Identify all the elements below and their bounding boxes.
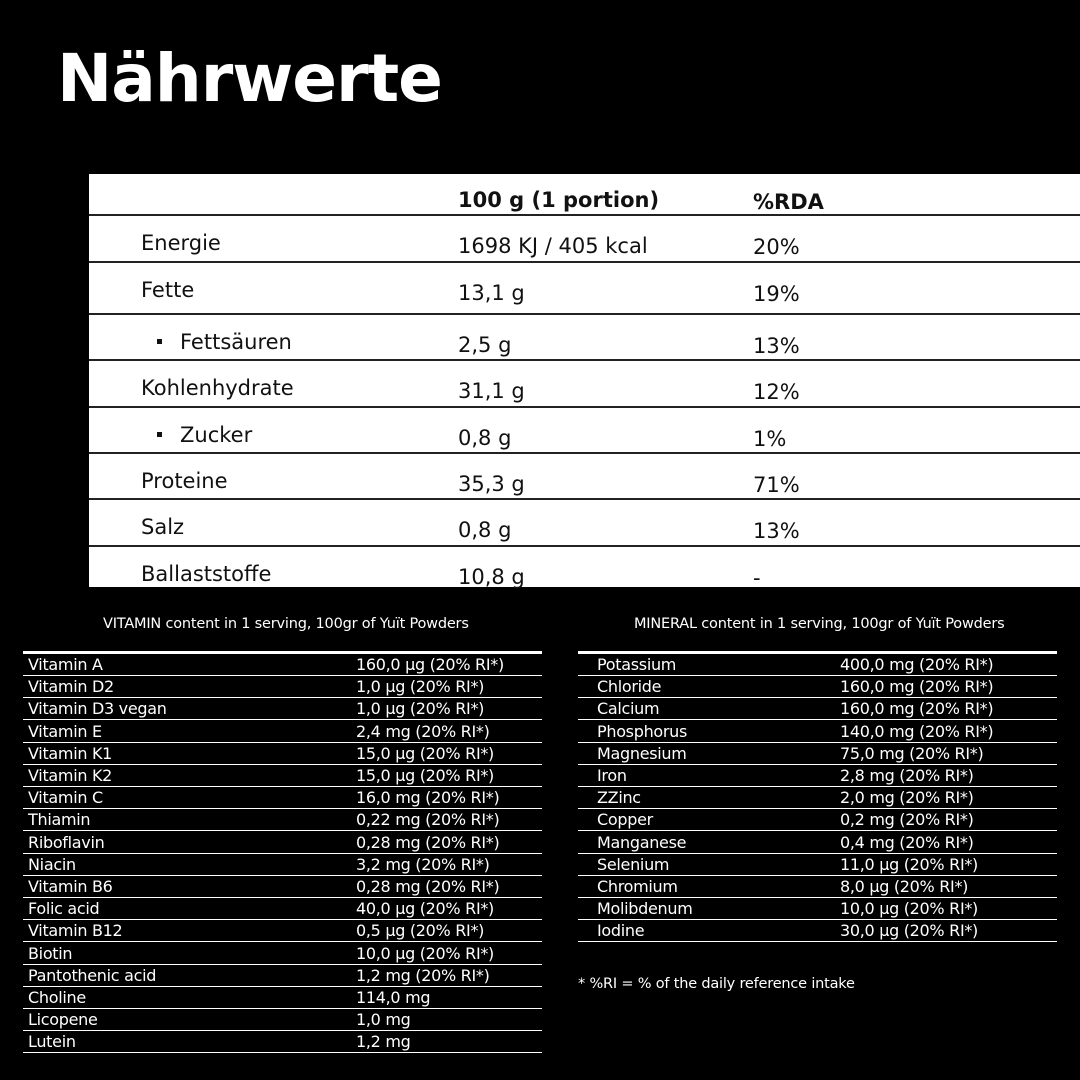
row-name: Riboflavin: [28, 832, 105, 852]
row-value: 15,0 µg (20% RI*): [356, 743, 495, 763]
nutrition-row: [89, 408, 1080, 454]
table-row: [578, 765, 1057, 787]
nutrition-row: [89, 315, 1080, 361]
row-name: Potassium: [597, 655, 677, 674]
table-row: [23, 721, 542, 743]
table-row: [23, 854, 542, 876]
nutrient-rda: 1%: [753, 427, 787, 451]
row-name: Iodine: [597, 921, 645, 941]
row-name: Niacin: [28, 854, 76, 874]
table-row: [23, 920, 542, 942]
nutrition-row: [89, 216, 1080, 263]
nutrient-label-text: Zucker: [180, 423, 253, 447]
row-name: Vitamin C: [28, 788, 103, 808]
row-value: 140,0 mg (20% RI*): [840, 721, 994, 741]
row-name: Chromium: [597, 877, 678, 896]
vitamin-caption: VITAMIN content in 1 serving, 100gr of Yuït Powders: [103, 616, 469, 632]
table-row: [578, 876, 1057, 898]
row-value: 2,4 mg (20% RI*): [356, 721, 490, 741]
table-row: [578, 854, 1057, 876]
table-row: [23, 765, 542, 787]
table-row: [23, 832, 542, 854]
nutrient-rda: -: [753, 566, 761, 590]
table-row: [23, 1031, 542, 1053]
table-row: [578, 721, 1057, 743]
row-name: Selenium: [597, 854, 670, 874]
row-name: Copper: [597, 810, 653, 830]
row-value: 160,0 mg (20% RI*): [840, 699, 994, 719]
row-value: 10,0 µg (20% RI*): [840, 899, 979, 919]
nutrient-label: [141, 517, 184, 538]
row-value: 160,0 mg (20% RI*): [840, 677, 994, 697]
row-name: Chloride: [597, 677, 662, 697]
row-name: Pantothenic acid: [28, 965, 157, 985]
row-value: 2,8 mg (20% RI*): [840, 766, 974, 785]
row-name: ZZinc: [597, 788, 641, 808]
nutrition-table: [89, 174, 1080, 590]
table-row: [23, 876, 542, 898]
nutrient-label: [141, 378, 294, 399]
row-value: 40,0 µg (20% RI*): [356, 899, 495, 919]
row-value: 0,22 mg (20% RI*): [356, 810, 500, 830]
row-name: Choline: [28, 988, 86, 1007]
nutrient-amount: 0,8 g: [458, 518, 512, 542]
row-value: 10,0 µg (20% RI*): [356, 943, 495, 963]
nutrient-label-text: Ballaststoffe: [141, 562, 272, 586]
row-value: 3,2 mg (20% RI*): [356, 854, 490, 874]
nutrient-amount: 35,3 g: [458, 472, 525, 496]
nutrient-rda: 12%: [753, 380, 800, 404]
table-row: [578, 898, 1057, 920]
table-row: [23, 898, 542, 920]
row-value: 1,0 µg (20% RI*): [356, 699, 485, 719]
table-row: [578, 787, 1057, 809]
row-name: Iron: [597, 766, 627, 785]
row-name: Phosphorus: [597, 721, 688, 741]
nutrient-label-text: Energie: [141, 231, 221, 255]
nutrient-rda: 19%: [753, 282, 800, 306]
row-value: 114,0 mg: [356, 988, 431, 1007]
nutrition-header-row: [89, 174, 1080, 216]
table-row: [578, 743, 1057, 765]
nutrient-rda: 13%: [753, 334, 800, 358]
table-row: [23, 965, 542, 987]
nutrition-row: [89, 361, 1080, 408]
table-row: [578, 809, 1057, 831]
row-value: 1,2 mg (20% RI*): [356, 965, 490, 985]
table-row: [23, 676, 542, 698]
row-value: 0,28 mg (20% RI*): [356, 832, 500, 852]
row-name: Calcium: [597, 699, 660, 719]
row-name: Vitamin E: [28, 721, 102, 741]
row-value: 1,2 mg: [356, 1032, 411, 1052]
amount-header: 100 g (1 portion): [458, 188, 660, 212]
nutrient-rda: 13%: [753, 519, 800, 543]
table-row: [23, 743, 542, 765]
table-row: [578, 654, 1057, 676]
table-row: [23, 698, 542, 720]
row-name: Molibdenum: [597, 899, 693, 919]
row-name: Vitamin B12: [28, 921, 123, 941]
row-value: 15,0 µg (20% RI*): [356, 766, 495, 785]
row-value: 30,0 µg (20% RI*): [840, 921, 979, 941]
nutrient-label-text: Proteine: [141, 469, 228, 493]
bullet-icon: [157, 432, 162, 437]
table-row: [578, 676, 1057, 698]
row-name: Lutein: [28, 1032, 76, 1052]
table-row: [23, 987, 542, 1009]
row-value: 160,0 µg (20% RI*): [356, 655, 504, 674]
row-name: Vitamin A: [28, 655, 103, 674]
row-value: 16,0 mg (20% RI*): [356, 788, 500, 808]
row-name: Vitamin D3 vegan: [28, 699, 167, 719]
nutrient-rda: 71%: [753, 473, 800, 497]
row-divider: [23, 1052, 542, 1053]
nutrition-row: [89, 263, 1080, 315]
nutrition-row: [89, 500, 1080, 547]
row-value: 1,0 mg: [356, 1010, 411, 1030]
table-row: [23, 787, 542, 809]
row-name: Vitamin K2: [28, 766, 113, 785]
row-name: Licopene: [28, 1010, 98, 1030]
row-value: 400,0 mg (20% RI*): [840, 655, 994, 674]
row-value: 75,0 mg (20% RI*): [840, 743, 984, 763]
row-value: 0,4 mg (20% RI*): [840, 832, 974, 852]
nutrient-rda: 20%: [753, 235, 800, 259]
nutrient-amount: 0,8 g: [458, 426, 512, 450]
nutrient-label-text: Kohlenhydrate: [141, 376, 294, 400]
row-value: 0,28 mg (20% RI*): [356, 877, 500, 896]
nutrient-label: [141, 280, 194, 301]
table-row: [578, 920, 1057, 942]
nutrient-label-text: Salz: [141, 515, 185, 539]
row-divider: [578, 941, 1057, 942]
nutrient-amount: 2,5 g: [458, 333, 512, 357]
row-value: 1,0 µg (20% RI*): [356, 677, 485, 697]
row-name: Thiamin: [28, 810, 91, 830]
nutrient-label: [141, 233, 221, 254]
table-row: [578, 698, 1057, 720]
table-row: [23, 809, 542, 831]
nutrient-amount: 13,1 g: [458, 281, 525, 305]
table-row: [23, 943, 542, 965]
row-name: Magnesium: [597, 743, 687, 763]
row-name: Biotin: [28, 943, 73, 963]
mineral-caption: MINERAL content in 1 serving, 100gr of Yuït Powders: [634, 616, 1005, 632]
row-value: 8,0 µg (20% RI*): [840, 877, 969, 896]
nutrient-label: [157, 332, 292, 353]
nutrition-row: [89, 547, 1080, 590]
nutrient-label-text: Fettsäuren: [180, 330, 292, 354]
rda-header: %RDA: [753, 190, 824, 214]
nutrient-label-text: Fette: [141, 278, 195, 302]
row-name: Vitamin K1: [28, 743, 113, 763]
table-row: [578, 832, 1057, 854]
nutrient-label: [141, 564, 271, 585]
page-title: Nährwerte: [57, 40, 442, 117]
nutrient-amount: 1698 KJ / 405 kcal: [458, 234, 648, 258]
row-name: Vitamin B6: [28, 877, 113, 896]
footnote: * %RI = % of the daily reference intake: [578, 976, 855, 992]
nutrient-amount: 31,1 g: [458, 379, 525, 403]
row-value: 11,0 µg (20% RI*): [840, 854, 979, 874]
bullet-icon: [157, 339, 162, 344]
row-name: Manganese: [597, 832, 687, 852]
nutrient-amount: 10,8 g: [458, 565, 525, 589]
row-name: Vitamin D2: [28, 677, 114, 697]
nutrient-label: [141, 471, 228, 492]
nutrition-row: [89, 454, 1080, 500]
row-name: Folic acid: [28, 899, 100, 919]
table-row: [23, 654, 542, 676]
row-value: 2,0 mg (20% RI*): [840, 788, 974, 808]
nutrient-label: [157, 425, 252, 446]
row-value: 0,2 mg (20% RI*): [840, 810, 974, 830]
table-row: [23, 1009, 542, 1031]
row-value: 0,5 µg (20% RI*): [356, 921, 485, 941]
